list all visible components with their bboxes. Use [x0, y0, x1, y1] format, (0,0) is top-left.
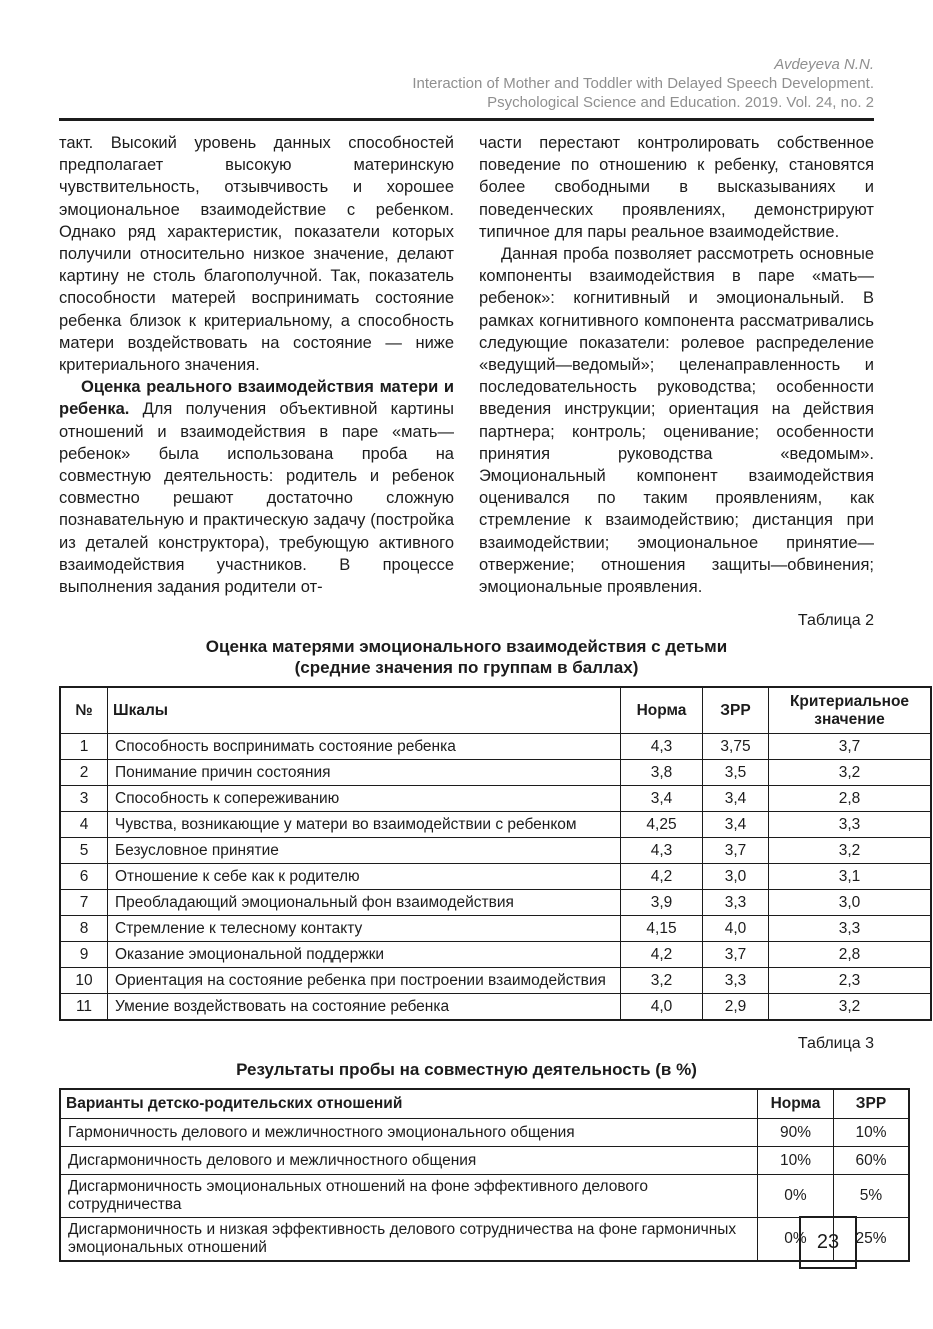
table-cell: 4,0: [621, 994, 703, 1021]
table-row: [60, 916, 931, 942]
table-cell: 4,2: [621, 864, 703, 890]
table-row: [60, 760, 931, 786]
column-header: ЗРР: [834, 1089, 910, 1119]
table-cell: Преобладающий эмоциональный фон взаимодействия: [108, 890, 621, 916]
table-cell: Способность воспринимать состояние ребенка: [108, 734, 621, 760]
table2-title-line1: Оценка матерями эмоционального взаимодействия с детьми: [205, 637, 728, 657]
paragraph: такт. Высокий уровень данных способностей предполагает высокую материнскую чувствительность, отзывчивость и хорошее эмоциональное взаимодействие с ребенком. Однако ряд характеристик, показатели которых получили относительно низкое значение, делают картину не столь благополучной. Так, показатель способности матерей воспринимать состояние ребенка близок к критериальному, а способность матери воздействовать на состояние — ниже критериального значения.: [59, 134, 454, 375]
table2-body: [60, 734, 931, 1021]
column-header: Норма: [621, 687, 703, 734]
table-row: [60, 968, 931, 994]
table2-title: [59, 636, 874, 678]
paragraph: Данная проба позволяет рассмотреть основные компоненты взаимодействия в паре «мать—ребенок»: когнитивный и эмоциональный. В рамках когнитивного компонента рассматривались следующие показатели: ролевое распределение «ведущий—ведомый»; целенаправленность и последовательность руководства; особенности введения инструкции; ориентация на действия партнера; контроль; оценивание; особенности принятия руководства «ведомым». Эмоциональный компонент взаимодействия оценивался по таким проявлениям, как стремление к взаимодействию; дистанция при взаимодействии; эмоциональное принятие—отвержение; отношения защиты—обвинения; эмоциональные проявления.: [479, 245, 874, 597]
table-row: [60, 838, 931, 864]
table-cell: 3,3: [769, 916, 932, 942]
table-cell: 10%: [834, 1119, 910, 1147]
table-cell: 3,0: [769, 890, 932, 916]
header-divider: [59, 118, 874, 121]
table-cell: 3,1: [769, 864, 932, 890]
table3-header: [60, 1089, 909, 1119]
table-cell: 3,7: [703, 838, 769, 864]
table-cell: 3,7: [769, 734, 932, 760]
section-heading: Оценка реального взаимодействия матери и ребенка.: [59, 378, 454, 419]
table-cell: 1: [60, 734, 108, 760]
table-cell: 3,2: [769, 994, 932, 1021]
table3-body: [60, 1119, 909, 1262]
table2-caption: Таблица 2: [797, 612, 874, 630]
table-cell: 3,2: [769, 838, 932, 864]
table-cell: 3,4: [621, 786, 703, 812]
table-cell: 0%: [758, 1175, 834, 1218]
table-row: [60, 864, 931, 890]
table-cell: 2,8: [769, 786, 932, 812]
table-cell: Дисгармоничность эмоциональных отношений на фоне эффективного делового сотрудничества: [60, 1175, 758, 1218]
table-cell: 6: [60, 864, 108, 890]
table-header-row: [60, 687, 931, 734]
table-cell: Ориентация на состояние ребенка при построении взаимодействия: [108, 968, 621, 994]
left-column: [59, 132, 454, 598]
table-cell: 25%: [834, 1218, 910, 1262]
table-cell: 4: [60, 812, 108, 838]
table-cell: 3: [60, 786, 108, 812]
author-name: Avdeyeva N.N.: [774, 56, 874, 73]
column-header: Шкалы: [108, 687, 621, 734]
right-column: [479, 132, 874, 598]
table-cell: 5%: [834, 1175, 910, 1218]
table-cell: 60%: [834, 1147, 910, 1175]
paragraph: [59, 376, 454, 598]
table-cell: 90%: [758, 1119, 834, 1147]
table-cell: 10%: [758, 1147, 834, 1175]
column-header: Варианты детско-родительских отношений: [60, 1089, 758, 1119]
table-cell: 11: [60, 994, 108, 1021]
table-row: [60, 786, 931, 812]
table-cell: 4,2: [621, 942, 703, 968]
table-cell: 3,3: [769, 812, 932, 838]
table-cell: Дисгармоничность и низкая эффективность делового сотрудничества на фоне гармоничных эмоциональных отношений: [60, 1218, 758, 1262]
table-cell: Стремление к телесному контакту: [108, 916, 621, 942]
table-row: [60, 734, 931, 760]
table-cell: Способность к сопереживанию: [108, 786, 621, 812]
table-cell: 4,3: [621, 734, 703, 760]
table3-caption: Таблица 3: [797, 1035, 874, 1053]
table-row: [60, 1175, 909, 1218]
paper-page: [59, 55, 910, 1262]
table2-header: [60, 687, 931, 734]
table-cell: Гармоничность делового и межличностного эмоционального общения: [60, 1119, 758, 1147]
table-cell: 9: [60, 942, 108, 968]
table2: [59, 686, 932, 1021]
table-cell: Умение воздействовать на состояние ребенка: [108, 994, 621, 1021]
table-row: [60, 1119, 909, 1147]
table-cell: 3,2: [621, 968, 703, 994]
table-cell: 3,8: [621, 760, 703, 786]
table-cell: Оказание эмоциональной поддержки: [108, 942, 621, 968]
table-cell: 4,25: [621, 812, 703, 838]
body-columns: [59, 132, 874, 598]
table-cell: 2,9: [703, 994, 769, 1021]
paragraph: части перестают контролировать собственное поведение по отношению к ребенку, становятся более свободными в высказываниях и поведенческих проявлениях, демонстрируют типичное для пары реальное взаимодействие.: [479, 134, 874, 241]
table-cell: 3,4: [703, 786, 769, 812]
table-cell: 4,15: [621, 916, 703, 942]
table-cell: 2,8: [769, 942, 932, 968]
column-header: ЗРР: [703, 687, 769, 734]
table-cell: 5: [60, 838, 108, 864]
table-cell: 3,4: [703, 812, 769, 838]
paper-title: Interaction of Mother and Toddler with Delayed Speech Development.: [412, 75, 874, 92]
column-header: Критериальное значение: [769, 687, 932, 734]
table-cell: 4,3: [621, 838, 703, 864]
table-row: [60, 1218, 909, 1262]
page-number-box: [799, 1216, 857, 1269]
table-row: [60, 890, 931, 916]
table-header-row: [60, 1089, 909, 1119]
paragraph-text: Для получения объективной картины отношений и взаимодействия в паре «мать—ребенок» была использована проба на совместную деятельность: родитель и ребенок совместно решают достаточно сложную познавательную и практическую задачу (постройка из деталей конструктора), требующую активного взаимодействия участников. В процессе выполнения задания родители от-: [59, 400, 454, 597]
table-row: [60, 994, 931, 1021]
table-cell: 3,75: [703, 734, 769, 760]
column-header: №: [60, 687, 108, 734]
table-cell: 3,9: [621, 890, 703, 916]
table-cell: 10: [60, 968, 108, 994]
table-cell: 2,3: [769, 968, 932, 994]
journal-info: Psychological Science and Education. 2019. Vol. 24, no. 2: [487, 94, 874, 111]
table-cell: 3,3: [703, 890, 769, 916]
page-number: 23: [816, 1231, 840, 1253]
table3-title: Результаты пробы на совместную деятельность (в %): [236, 1060, 697, 1080]
table-row: [60, 942, 931, 968]
running-head: [59, 55, 874, 112]
table-cell: 3,0: [703, 864, 769, 890]
table-row: [60, 1147, 909, 1175]
table-cell: 3,5: [703, 760, 769, 786]
column-header: Норма: [758, 1089, 834, 1119]
table3: [59, 1088, 910, 1262]
table-cell: 2: [60, 760, 108, 786]
table-cell: 7: [60, 890, 108, 916]
table-cell: 4,0: [703, 916, 769, 942]
table-row: [60, 812, 931, 838]
table2-title-line2: (средние значения по группам в баллах): [294, 658, 639, 678]
table-cell: Безусловное принятие: [108, 838, 621, 864]
table-cell: 3,3: [703, 968, 769, 994]
table-cell: 3,7: [703, 942, 769, 968]
table-cell: Чувства, возникающие у матери во взаимодействии с ребенком: [108, 812, 621, 838]
table-cell: Дисгармоничность делового и межличностного общения: [60, 1147, 758, 1175]
table-cell: Отношение к себе как к родителю: [108, 864, 621, 890]
table-cell: 3,2: [769, 760, 932, 786]
table-cell: Понимание причин состояния: [108, 760, 621, 786]
table-cell: 8: [60, 916, 108, 942]
table-cell: 0%: [758, 1218, 834, 1262]
